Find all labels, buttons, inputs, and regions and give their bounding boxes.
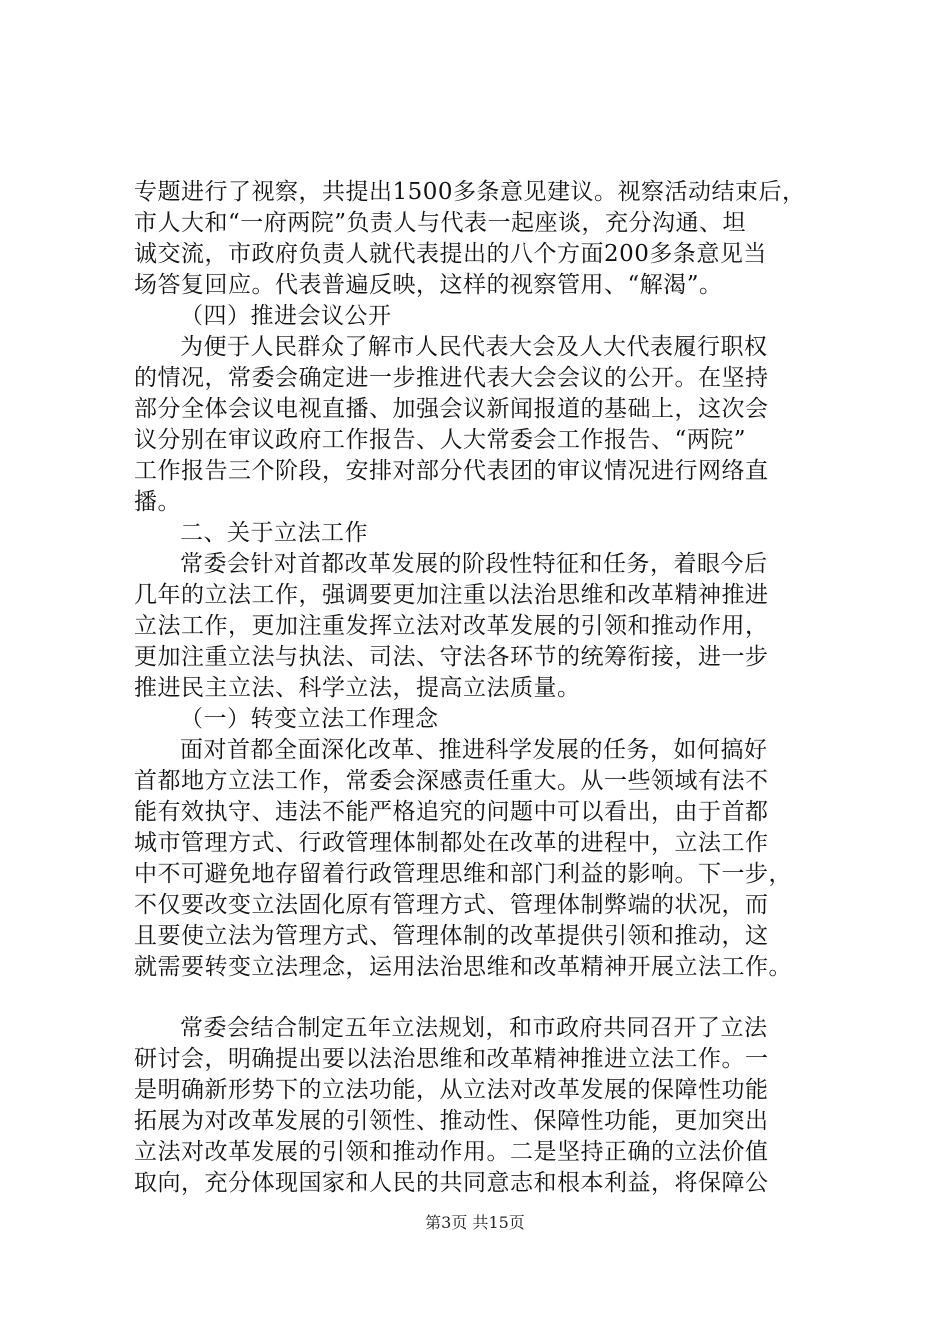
body-text-line: 议分别在审议政府工作报告、人大常委会工作报告、“两院” [134,427,747,453]
section-heading: 二、关于立法工作 [180,520,368,546]
body-text-line: 能有效执守、违法不能严格追究的问题中可以看出，由于首都 [134,799,769,825]
body-text-line: 为便于人民群众了解市人民代表大会及人大代表履行职权 [180,334,768,360]
body-text-line: 的情况，常委会确定进一步推进代表大会会议的公开。在坚持 [134,365,769,391]
body-text-line: 播。 [134,489,181,515]
body-text-line: 常委会针对首都改革发展的阶段性特征和任务，着眼今后 [180,551,768,577]
body-text-line: 诚交流，市政府负责人就代表提出的八个方面200多条意见当 [134,241,767,267]
body-text-line: 取向，充分体现国家和人民的共同意志和根本利益，将保障公 [134,1170,769,1196]
body-text-line: 市人大和“一府两院”负责人与代表一起座谈，充分沟通、坦 [134,210,747,236]
body-text-line: 中不可避免地存留着行政管理思维和部门利益的影响。下一步， [134,861,792,887]
page-number-footer: 第3页 共15页 [425,1213,525,1232]
body-text-line: 研讨会，明确提出要以法治思维和改革精神推进立法工作。一 [134,1046,769,1072]
body-text-line: 部分全体会议电视直播、加强会议新闻报道的基础上，这次会 [134,396,769,422]
section-heading: （四）推进会议公开 [180,303,392,329]
body-text-line: 几年的立法工作，强调要更加注重以法治思维和改革精神推进 [134,582,769,608]
body-text-line: 城市管理方式、行政管理体制都处在改革的进程中，立法工作 [134,830,769,856]
body-text-line: 专题进行了视察，共提出1500多条意见建议。视察活动结束后， [134,179,806,205]
section-heading: （一）转变立法工作理念 [180,706,439,732]
body-text-line: 不仅要改变立法固化原有管理方式、管理体制弊端的状况，而 [134,892,769,918]
body-text-line: 且要使立法为管理方式、管理体制的改革提供引领和推动，这 [134,923,769,949]
body-text-line: 是明确新形势下的立法功能，从立法对改革发展的保障性功能 [134,1077,769,1103]
body-text-line: 立法对改革发展的引领和推动作用。二是坚持正确的立法价值 [134,1139,769,1165]
body-text-line: 首都地方立法工作，常委会深感责任重大。从一些领域有法不 [134,768,769,794]
body-text-line: 拓展为对改革发展的引领性、推动性、保障性功能，更加突出 [134,1108,769,1134]
body-text-line: 场答复回应。代表普遍反映，这样的视察管用、“解渴”。 [134,272,723,298]
body-text-line: 常委会结合制定五年立法规划，和市政府共同召开了立法 [180,1015,768,1041]
body-text-line: 立法工作，更加注重发挥立法对改革发展的引领和推动作用， [134,613,769,639]
body-text-line: 更加注重立法与执法、司法、守法各环节的统筹衔接，进一步 [134,644,769,670]
body-text-line: 就需要转变立法理念，运用法治思维和改革精神开展立法工作。 [134,954,792,980]
body-text-line: 推进民主立法、科学立法，提高立法质量。 [134,675,581,701]
body-text-line: 面对首都全面深化改革、推进科学发展的任务，如何搞好 [180,737,768,763]
body-text-line: 工作报告三个阶段，安排对部分代表团的审议情况进行网络直 [134,458,769,484]
